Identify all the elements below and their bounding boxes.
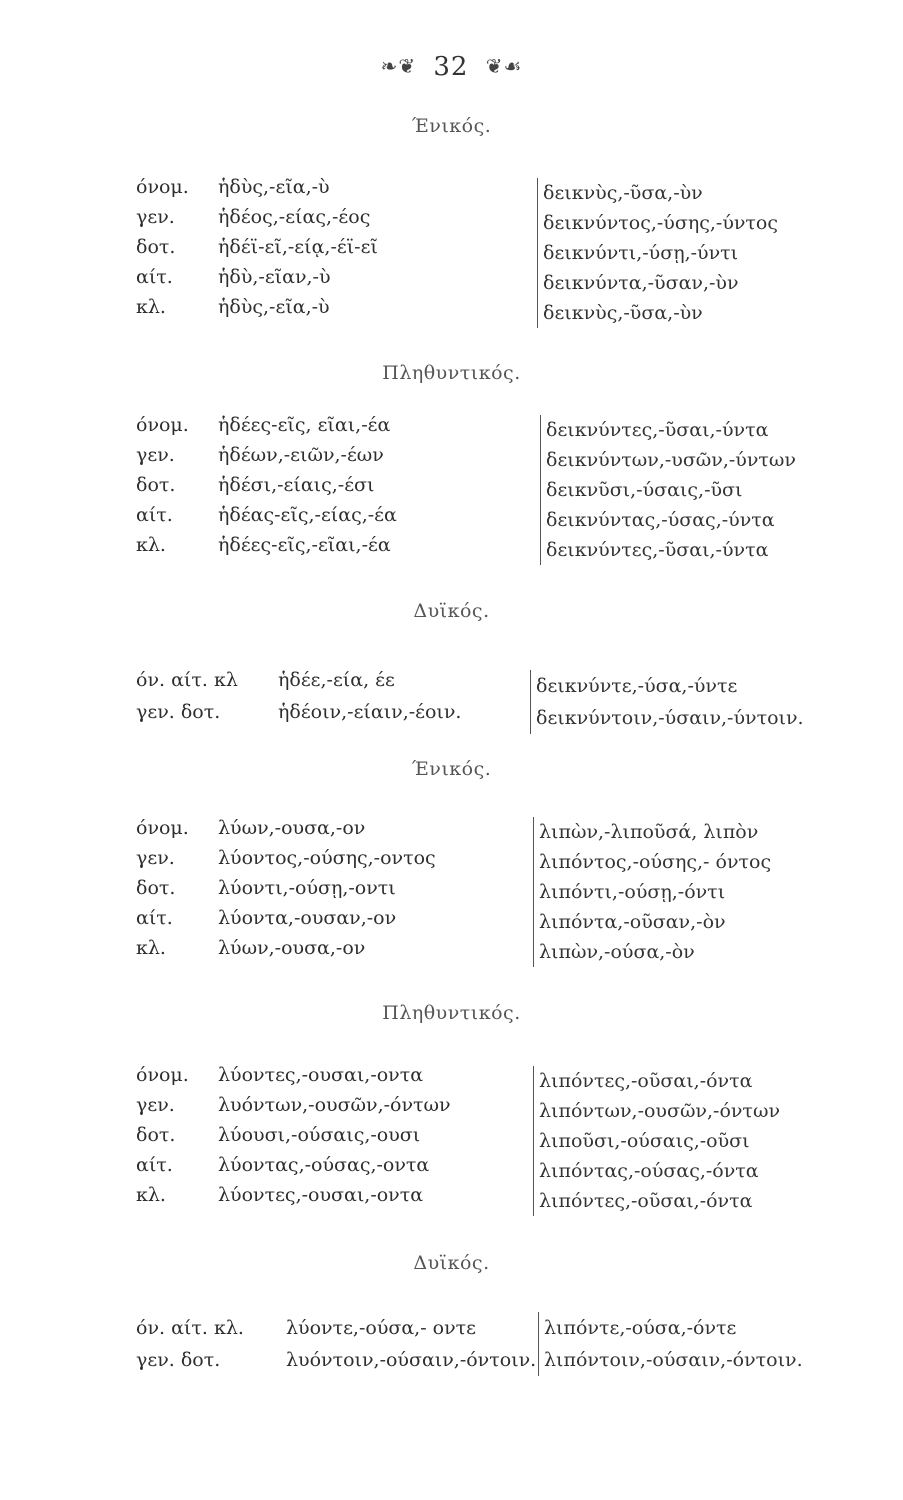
section-title-plural-2: Πληθυντικός. <box>382 1002 521 1024</box>
table-row <box>136 500 397 530</box>
case-label: κλ. <box>136 296 166 318</box>
table-row: λιπόντες,-οῦσαι,-όντα <box>539 1190 753 1212</box>
table-row <box>136 440 397 470</box>
table-row: δεικνύντες,-ῦσαι,-ύντα <box>546 419 769 441</box>
table-row: λιπόντες,-οῦσαι,-όντα <box>539 1070 753 1092</box>
case-form: λύοντες,-ουσαι,-οντα <box>218 1184 424 1206</box>
case-form: λύοντι,-ούσῃ,-οντι <box>218 877 396 899</box>
case-label: όν. αίτ. κλ. <box>136 1317 244 1339</box>
case-label: κλ. <box>136 1184 166 1206</box>
table-row: λιπόντοιν,-ούσαιν,-όντοιν. <box>544 1349 803 1371</box>
case-form: λύων,-ουσα,-ον <box>218 937 366 959</box>
case-label: αίτ. <box>136 1154 173 1176</box>
case-form: λύων,-ουσα,-ον <box>218 817 366 839</box>
case-form: ἡδὺς,-εῖα,-ὺ <box>218 296 330 318</box>
case-form: λύοντας,-ούσας,-οντα <box>218 1154 430 1176</box>
table-row: λιπὼν,-λιποῦσά, λιπὸν <box>539 821 759 843</box>
table-left-1 <box>136 172 378 322</box>
table-row: δεικνύντες,-ῦσαι,-ύντα <box>546 539 769 561</box>
case-form: ἡδέες-εῖς,-εῖαι,-έα <box>218 534 391 556</box>
table-row <box>136 530 397 560</box>
table-row <box>136 1180 451 1210</box>
table-row <box>136 410 397 440</box>
table-row: λιπόντα,-οῦσαν,-ὸν <box>539 911 726 933</box>
case-label: όνομ. <box>136 176 189 198</box>
section-title-dual-1: Δυϊκός. <box>413 600 490 622</box>
case-form: ἡδέες-εῖς, εῖαι,-έα <box>218 414 391 436</box>
table-row <box>136 1090 451 1120</box>
case-form: λύοντες,-ουσαι,-οντα <box>218 1064 424 1086</box>
case-label: γεν. δοτ. <box>136 701 221 723</box>
table-row <box>136 664 461 696</box>
table-row: λιπὼν,-ούσα,-ὸν <box>539 941 695 963</box>
section-title-singular-1: Ένικός. <box>411 115 492 137</box>
table-row <box>136 1344 536 1376</box>
table-row <box>136 1312 536 1344</box>
case-label: γεν. <box>136 444 175 466</box>
case-label: αίτ. <box>136 907 173 929</box>
table-row: λιπόντων,-ουσῶν,-όντων <box>539 1100 780 1122</box>
case-form: ἡδέε,-εία, έε <box>278 669 395 691</box>
table-row <box>136 903 436 933</box>
table-left-6 <box>136 1312 536 1376</box>
table-left-2 <box>136 410 397 560</box>
table-row: λιποῦσι,-ούσαις,-οῦσι <box>539 1130 750 1152</box>
table-right-5 <box>533 1066 780 1216</box>
case-form: ἡδέσι,-είαις,-έσι <box>218 474 375 496</box>
table-row: δεικνὺς,-ῦσα,-ὺν <box>543 302 703 324</box>
table-row <box>136 262 378 292</box>
case-label: όν. αίτ. κλ <box>136 669 238 691</box>
case-form: λύοντε,-ούσα,- οντε <box>286 1317 477 1339</box>
table-row <box>136 843 436 873</box>
case-label: κλ. <box>136 534 166 556</box>
table-right-2 <box>540 415 796 565</box>
page-header <box>0 52 903 82</box>
table-row: δεικνύντος,-ύσης,-ύντος <box>543 212 779 234</box>
table-row: λιπόντος,-ούσης,- όντος <box>539 851 772 873</box>
table-row <box>136 232 378 262</box>
page-number: 32 <box>433 52 469 82</box>
table-row: δεικνῦσι,-ύσαις,-ῦσι <box>546 479 743 501</box>
case-label: αίτ. <box>136 266 173 288</box>
table-row: λιπόντας,-ούσας,-όντα <box>539 1160 759 1182</box>
case-label: όνομ. <box>136 1064 189 1086</box>
case-form: ἡδὺ,-εῖαν,-ὺ <box>218 266 331 288</box>
left-ornament-icon: ❧❦ <box>380 54 417 78</box>
case-label: γεν. <box>136 847 175 869</box>
case-form: λυόντοιν,-ούσαιν,-όντοιν. <box>286 1349 537 1371</box>
table-row <box>136 1060 451 1090</box>
table-right-4 <box>533 817 771 967</box>
case-form: ἡδέων,-ειῶν,-έων <box>218 444 384 466</box>
case-form: λύοντα,-ουσαν,-ον <box>218 907 397 929</box>
table-row <box>136 292 378 322</box>
case-label: δοτ. <box>136 474 176 496</box>
case-label: δοτ. <box>136 1124 176 1146</box>
case-label: γεν. <box>136 1094 175 1116</box>
case-form: ἡδέος,-είας,-έος <box>218 206 371 228</box>
table-row <box>136 172 378 202</box>
case-form: λύοντος,-ούσης,-οντος <box>218 847 436 869</box>
table-row: δεικνύντας,-ύσας,-ύντα <box>546 509 775 531</box>
table-row: δεικνύντε,-ύσα,-ύντε <box>536 675 738 697</box>
case-label: δοτ. <box>136 236 176 258</box>
table-row: δεικνύντοιν,-ύσαιν,-ύντοιν. <box>536 707 804 729</box>
table-row <box>136 873 436 903</box>
case-form: λύουσι,-ούσαις,-ουσι <box>218 1124 421 1146</box>
right-ornament-icon: ❦☙ <box>485 54 523 78</box>
table-row: δεικνύντα,-ῦσαν,-ὺν <box>543 272 739 294</box>
case-label: κλ. <box>136 937 166 959</box>
case-label: όνομ. <box>136 817 189 839</box>
table-left-4 <box>136 813 436 963</box>
case-label: όνομ. <box>136 414 189 436</box>
table-row: δεικνύντων,-υσῶν,-ύντων <box>546 449 796 471</box>
case-label: γεν. <box>136 206 175 228</box>
table-left-5 <box>136 1060 451 1210</box>
table-row <box>136 1150 451 1180</box>
table-row <box>136 1120 451 1150</box>
section-title-dual-2: Δυϊκός. <box>413 1252 490 1274</box>
section-title-plural-1: Πληθυντικός. <box>382 362 521 384</box>
case-form: λυόντων,-ουσῶν,-όντων <box>218 1094 451 1116</box>
case-label: δοτ. <box>136 877 176 899</box>
table-row <box>136 470 397 500</box>
case-label: αίτ. <box>136 504 173 526</box>
table-row <box>136 202 378 232</box>
case-form: ἡδὺς,-εῖα,-ὺ <box>218 176 330 198</box>
case-form: ἡδέϊ-εῖ,-είᾳ,-έϊ-εῖ <box>218 236 378 258</box>
table-row <box>136 696 461 728</box>
section-title-singular-2: Ένικός. <box>411 758 492 780</box>
table-row: λιπόντε,-ούσα,-όντε <box>544 1317 737 1339</box>
table-row: λιπόντι,-ούσῃ,-όντι <box>539 881 726 903</box>
table-right-6 <box>538 1312 803 1376</box>
table-row: δεικνὺς,-ῦσα,-ὺν <box>543 182 703 204</box>
case-form: ἡδέας-εῖς,-είας,-έα <box>218 504 397 526</box>
table-row <box>136 933 436 963</box>
case-form: ἡδέοιν,-είαιν,-έοιν. <box>278 701 462 723</box>
case-label: γεν. δοτ. <box>136 1349 221 1371</box>
table-right-1 <box>537 178 778 328</box>
table-right-3 <box>530 670 804 734</box>
table-row: δεικνύντι,-ύσῃ,-ύντι <box>543 242 739 264</box>
table-row <box>136 813 436 843</box>
table-left-3 <box>136 664 461 728</box>
